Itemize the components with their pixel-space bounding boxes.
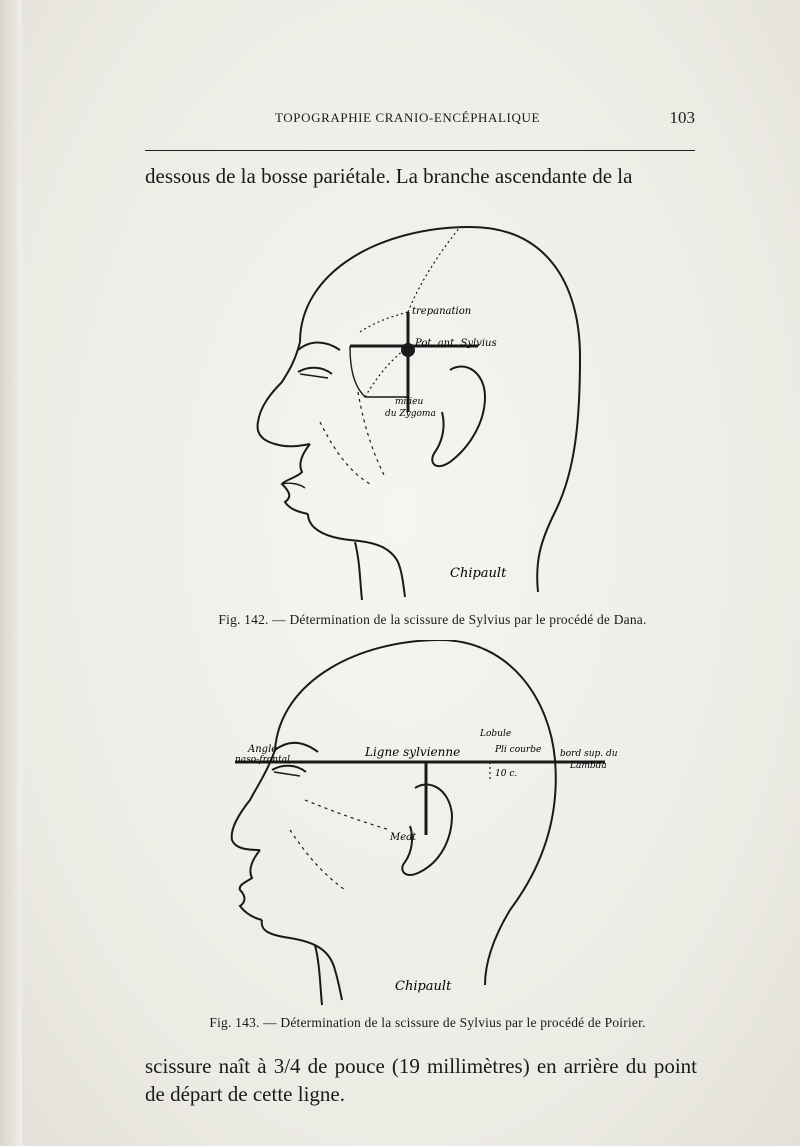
- label-trepanation: trepanation: [412, 306, 472, 317]
- label-pli-courbe: Pli courbe: [495, 745, 542, 755]
- label-meat: Meat: [390, 832, 417, 843]
- bottom-paragraph: scissure naît à 3/4 de pouce (19 millimètres) en arrière du point de départ de cette ligne.: [145, 1054, 697, 1106]
- page-number: 103: [669, 108, 695, 127]
- header-rule: [145, 150, 695, 151]
- figure-142-caption: Fig. 142. — Détermination de la scissure de Sylvius par le procédé de Dana.: [218, 612, 647, 627]
- label-point-sylvius: Pot. ant. Sylvius: [415, 338, 497, 349]
- label-ioc: 10 c.: [495, 769, 518, 779]
- head-profile-drawing-143: [150, 640, 690, 1010]
- top-paragraph: dessous de la bosse pariétale. La branche ascendante de la: [145, 164, 633, 188]
- label-naso-frontal: naso-frontal: [235, 755, 290, 765]
- label-angle: Angle: [248, 744, 278, 755]
- signature-142: Chipault: [450, 566, 507, 581]
- label-milieu: milieu: [395, 397, 424, 407]
- label-lambda: Lambda: [570, 761, 607, 771]
- figure-143-caption: Fig. 143. — Détermination de la scissure de Sylvius par le procédé de Poirier.: [209, 1015, 646, 1030]
- head-profile-drawing-142: [150, 222, 690, 602]
- label-ligne-sylvienne: Ligne sylvienne: [365, 745, 461, 759]
- page-spine-shadow: [0, 0, 22, 1146]
- running-header: [145, 108, 695, 138]
- signature-143: Chipault: [395, 979, 452, 994]
- label-bord-sup: bord sup. du: [560, 749, 618, 759]
- running-title: TOPOGRAPHIE CRANIO-ENCÉPHALIQUE: [275, 110, 540, 125]
- label-zygoma: du Zygoma: [385, 409, 436, 419]
- label-lobule: Lobule: [480, 729, 512, 739]
- figure-143-illustration: [150, 640, 690, 1010]
- figure-142-illustration: [150, 222, 690, 602]
